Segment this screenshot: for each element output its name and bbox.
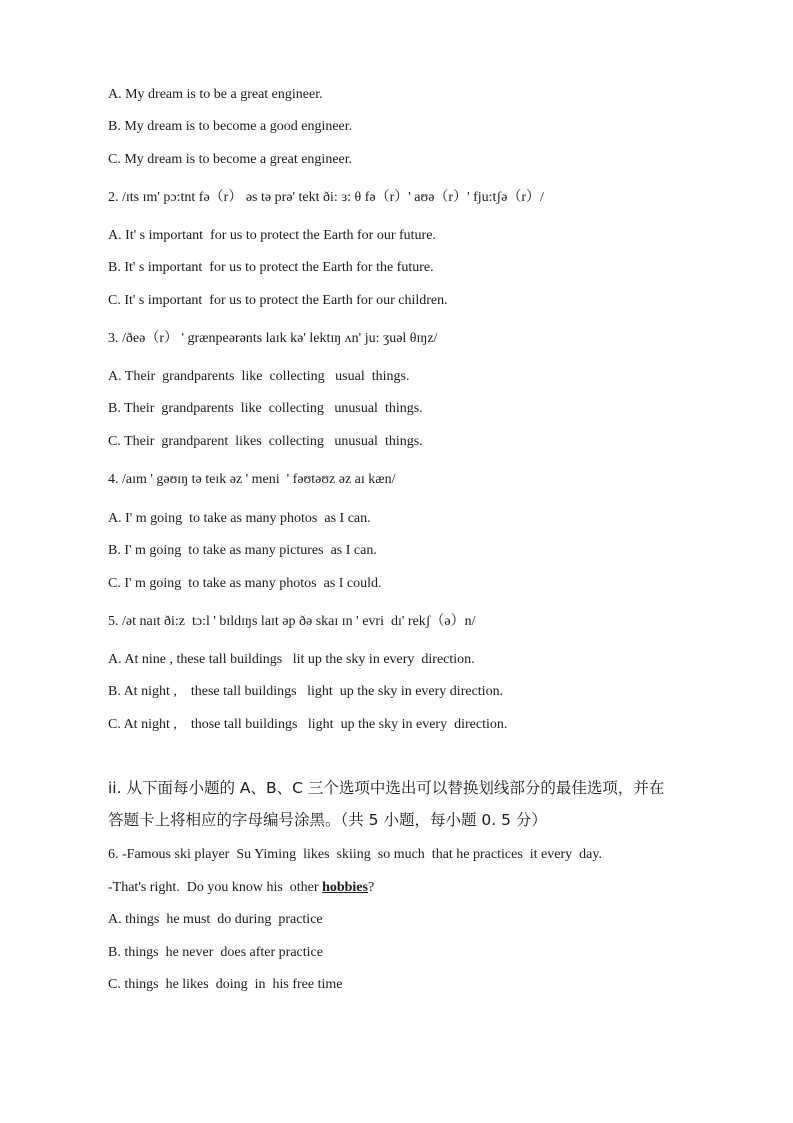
q6-option-b: B. things he never does after practice: [108, 945, 323, 960]
q3-option-a: A. Their grandparents like collecting usual things.: [108, 369, 410, 384]
q5-option-c: C. At night , those tall buildings light up the sky in every direction.: [108, 717, 508, 732]
q6-reply: [108, 879, 374, 897]
q6-option-a: A. things he must do during practice: [108, 912, 323, 927]
q1-option-b: B. My dream is to become a good engineer.: [108, 119, 353, 134]
q4-phonetic: 4. /aɪm ' gəʊɪŋ tə teɪk əz ' meni ' fəʊtəʊz əz aɪ kæn/: [108, 472, 396, 487]
q6-option-c: C. things he likes doing in his free time: [108, 977, 343, 992]
q4-option-b: B. I' m going to take as many pictures as I can.: [108, 543, 377, 558]
q4-option-a: A. I' m going to take as many photos as I can.: [108, 511, 371, 526]
section2-instruction-line1: ii. 从下面每小题的 A、B、C 三个选项中选出可以替换划线部分的最佳选项，并在: [108, 779, 665, 797]
q2-option-b: B. It' s important for us to protect the Earth for the future.: [108, 260, 434, 275]
q1-option-c: C. My dream is to become a great engineer.: [108, 152, 353, 167]
q2-phonetic: 2. /ɪts ɪm' pɔ:tnt fə（r） əs tə prə' tekt ði: ɜ: θ fə（r）' aʊə（r）' fju:tʃə（r）/: [108, 190, 544, 205]
q5-phonetic: 5. /ət naɪt ði:z tɔ:l ' bɪldɪŋs laɪt əp ðə skaɪ ɪn ' evri dɪ' rekʃ（ə）n/: [108, 614, 476, 629]
q2-option-a: A. It' s important for us to protect the Earth for our future.: [108, 228, 436, 243]
q1-option-a: A. My dream is to be a great engineer.: [108, 87, 323, 102]
q2-option-c: C. It' s important for us to protect the Earth for our children.: [108, 293, 448, 308]
q3-option-c: C. Their grandparent likes collecting unusual things.: [108, 434, 423, 449]
section2-instruction-line2: 答题卡上将相应的字母编号涂黑。（共 5 小题，每小题 0. 5 分）: [108, 811, 547, 829]
q5-option-a: A. At nine , these tall buildings lit up the sky in every direction.: [108, 652, 475, 667]
q5-option-b: B. At night , these tall buildings light up the sky in every direction.: [108, 684, 504, 699]
q4-option-c: C. I' m going to take as many photos as I could.: [108, 576, 382, 591]
q6-reply-after: ?: [367, 880, 375, 895]
q3-option-b: B. Their grandparents like collecting unusual things.: [108, 401, 423, 416]
q6-prompt: 6. -Famous ski player Su Yiming likes skiing so much that he practices it every day.: [108, 847, 602, 862]
q6-underlined-word: hobbies: [322, 880, 368, 895]
q6-reply-before: -That's right. Do you know his other: [108, 880, 323, 895]
q3-phonetic: 3. /ðeə（r） ' grænpeərənts laɪk kə' lektɪŋ ʌn' ju: ʒuəl θɪŋz/: [108, 331, 438, 346]
